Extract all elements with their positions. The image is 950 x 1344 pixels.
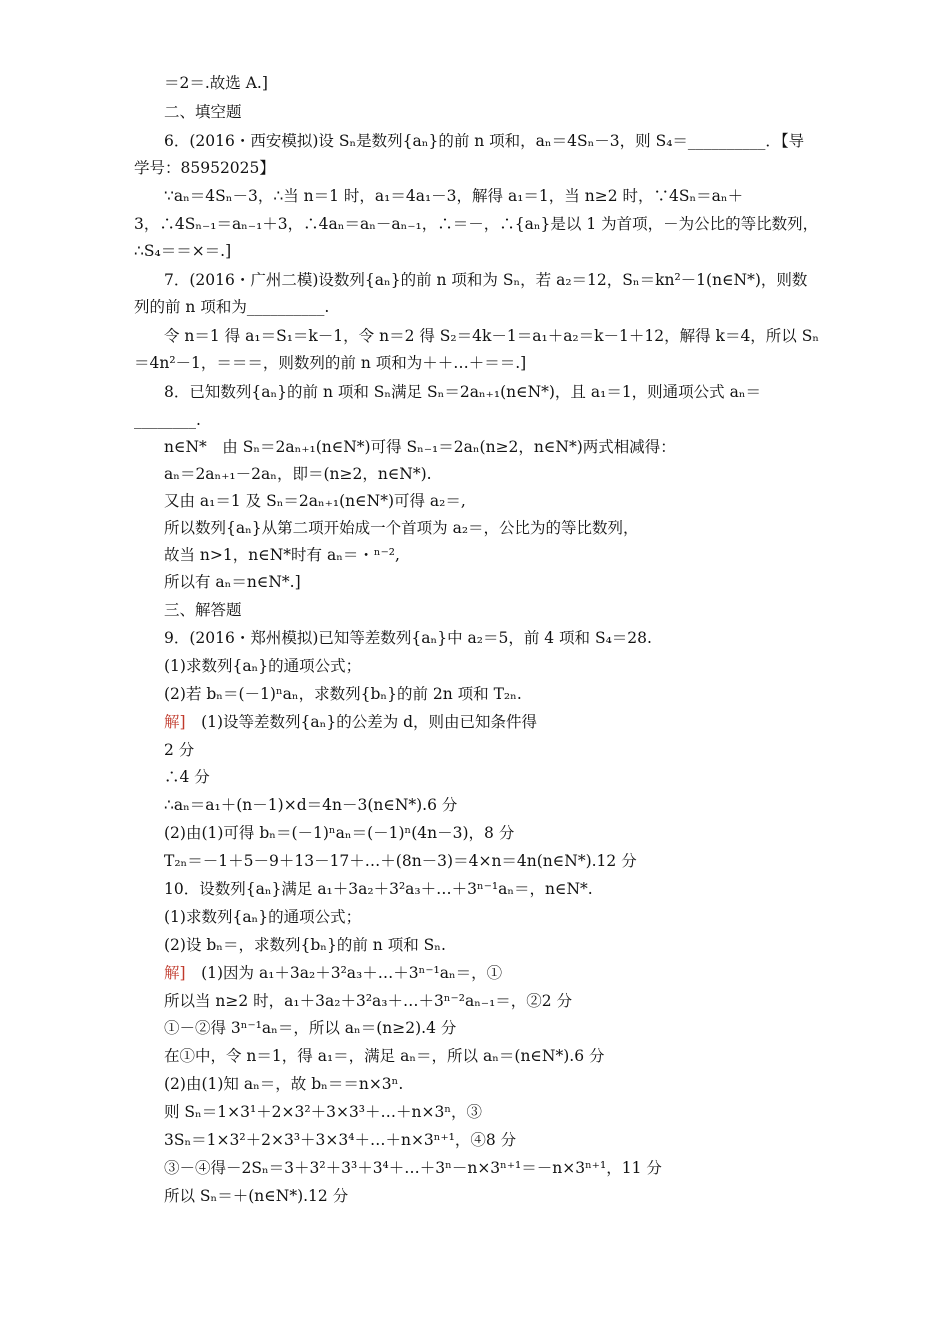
text-line: (2)若 bₙ＝(－1)ⁿaₙ，求数列{bₙ}的前 2n 项和 T₂ₙ. bbox=[164, 685, 522, 703]
text-line: ＝2＝.故选 A.] bbox=[164, 74, 268, 92]
solution-line bbox=[164, 963, 502, 983]
text-line: (2)由(1)可得 bₙ＝(－1)ⁿaₙ＝(－1)ⁿ(4n－3)，8 分 bbox=[164, 824, 515, 842]
text-line: 所以当 n≥2 时，a₁＋3a₂＋3²a₃＋…＋3ⁿ⁻²aₙ₋₁＝，②2 分 bbox=[164, 992, 573, 1010]
text-segment: (1)因为 a₁＋3a₂＋3²a₃＋…＋3ⁿ⁻¹aₙ＝，① bbox=[201, 964, 503, 982]
text-line: 又由 a₁＝1 及 Sₙ＝2aₙ₊₁(n∈N*)可得 a₂＝, bbox=[164, 492, 466, 510]
text-segment: (1)设等差数列{aₙ}的公差为 d，则由已知条件得 bbox=[201, 713, 538, 731]
text-line: 则 Sₙ＝1×3¹＋2×3²＋3×3³＋…＋n×3ⁿ，③ bbox=[164, 1103, 483, 1121]
text-line: ＝4n²－1，＝＝＝，则数列的前 n 项和为＋＋…＋＝＝.] bbox=[134, 354, 527, 372]
text-line: ∴S₄＝＝×＝.] bbox=[134, 242, 232, 260]
text-line: 3，∴4Sₙ₋₁＝aₙ₋₁＋3，∴4aₙ＝aₙ－aₙ₋₁，∴＝－，∴{aₙ}是以 1 为首项，－为公比的等比数列， bbox=[134, 215, 819, 233]
text-line: ________. bbox=[134, 411, 201, 429]
answer-mark: 解] bbox=[164, 964, 186, 982]
question-9: 9．(2016・郑州模拟)已知等差数列{aₙ}中 a₂＝5，前 4 项和 S₄＝28. bbox=[164, 629, 652, 647]
text-line: 在①中，令 n＝1，得 a₁＝，满足 aₙ＝，所以 aₙ＝(n∈N*).6 分 bbox=[164, 1047, 605, 1065]
text-line: ∴4 分 bbox=[164, 768, 210, 786]
section-heading: 三、解答题 bbox=[164, 601, 242, 619]
text-line: 列的前 n 项和为__________. bbox=[134, 298, 330, 316]
text-line: 学号：85952025】 bbox=[134, 159, 275, 177]
text-line: 所以有 aₙ＝n∈N*.] bbox=[164, 573, 301, 591]
text-line: (1)求数列{aₙ}的通项公式； bbox=[164, 657, 362, 675]
text-line: 所以数列{aₙ}从第二项开始成一个首项为 a₂＝，公比为的等比数列， bbox=[164, 519, 639, 537]
answer-mark: 解] bbox=[164, 713, 186, 731]
text-line: ∴aₙ＝a₁＋(n－1)×d＝4n－3(n∈N*).6 分 bbox=[164, 796, 458, 814]
question-10: 10．设数列{aₙ}满足 a₁＋3a₂＋3²a₃＋…＋3ⁿ⁻¹aₙ＝，n∈N*. bbox=[164, 880, 593, 898]
question-7: 7．(2016・广州二模)设数列{aₙ}的前 n 项和为 Sₙ，若 a₂＝12，Sₙ＝kn²－1(n∈N*)，则数 bbox=[164, 271, 808, 289]
question-8: 8．已知数列{aₙ}的前 n 项和 Sₙ满足 Sₙ＝2aₙ₊₁(n∈N*)，且 a₁＝1，则通项公式 aₙ＝ bbox=[164, 383, 762, 401]
text-line: 故当 n>1，n∈N*时有 aₙ＝・ⁿ⁻², bbox=[164, 546, 400, 564]
text-line: ①－②得 3ⁿ⁻¹aₙ＝，所以 aₙ＝(n≥2).4 分 bbox=[164, 1019, 457, 1037]
text-line: (2)设 bₙ＝，求数列{bₙ}的前 n 项和 Sₙ. bbox=[164, 936, 446, 954]
solution-line bbox=[164, 712, 537, 732]
text-line: (1)求数列{aₙ}的通项公式； bbox=[164, 908, 362, 926]
text-line: ∵aₙ＝4Sₙ－3，∴当 n＝1 时，a₁＝4a₁－3，解得 a₁＝1，当 n≥2 时，∵4Sₙ＝aₙ＋ bbox=[164, 187, 744, 205]
question-6: 6．(2016・西安模拟)设 Sₙ是数列{aₙ}的前 n 项和，aₙ＝4Sₙ－3，则 S₄＝__________．【导 bbox=[164, 132, 805, 150]
text-line: T₂ₙ＝－1＋5－9＋13－17＋…＋(8n－3)＝4×n＝4n(n∈N*).12 分 bbox=[164, 852, 637, 870]
section-heading: 二、填空题 bbox=[164, 103, 242, 121]
text-line: (2)由(1)知 aₙ＝，故 bₙ＝＝n×3ⁿ. bbox=[164, 1075, 404, 1093]
text-line: 3Sₙ＝1×3²＋2×3³＋3×3⁴＋…＋n×3ⁿ⁺¹，④8 分 bbox=[164, 1131, 517, 1149]
text-line: n∈N* 由 Sₙ＝2aₙ₊₁(n∈N*)可得 Sₙ₋₁＝2aₙ(n≥2，n∈N*)两式相减得： bbox=[164, 438, 676, 456]
text-line: 2 分 bbox=[164, 741, 195, 759]
text-line: 所以 Sₙ＝＋(n∈N*).12 分 bbox=[164, 1187, 349, 1205]
text-line: 令 n＝1 得 a₁＝S₁＝k－1，令 n＝2 得 S₂＝4k－1＝a₁＋a₂＝k－1＋12，解得 k＝4，所以 Sₙ bbox=[164, 327, 820, 345]
text-line: ③－④得－2Sₙ＝3＋3²＋3³＋3⁴＋…＋3ⁿ－n×3ⁿ⁺¹＝－n×3ⁿ⁺¹，11 分 bbox=[164, 1159, 662, 1177]
text-line: aₙ＝2aₙ₊₁－2aₙ，即＝(n≥2，n∈N*). bbox=[164, 465, 432, 483]
